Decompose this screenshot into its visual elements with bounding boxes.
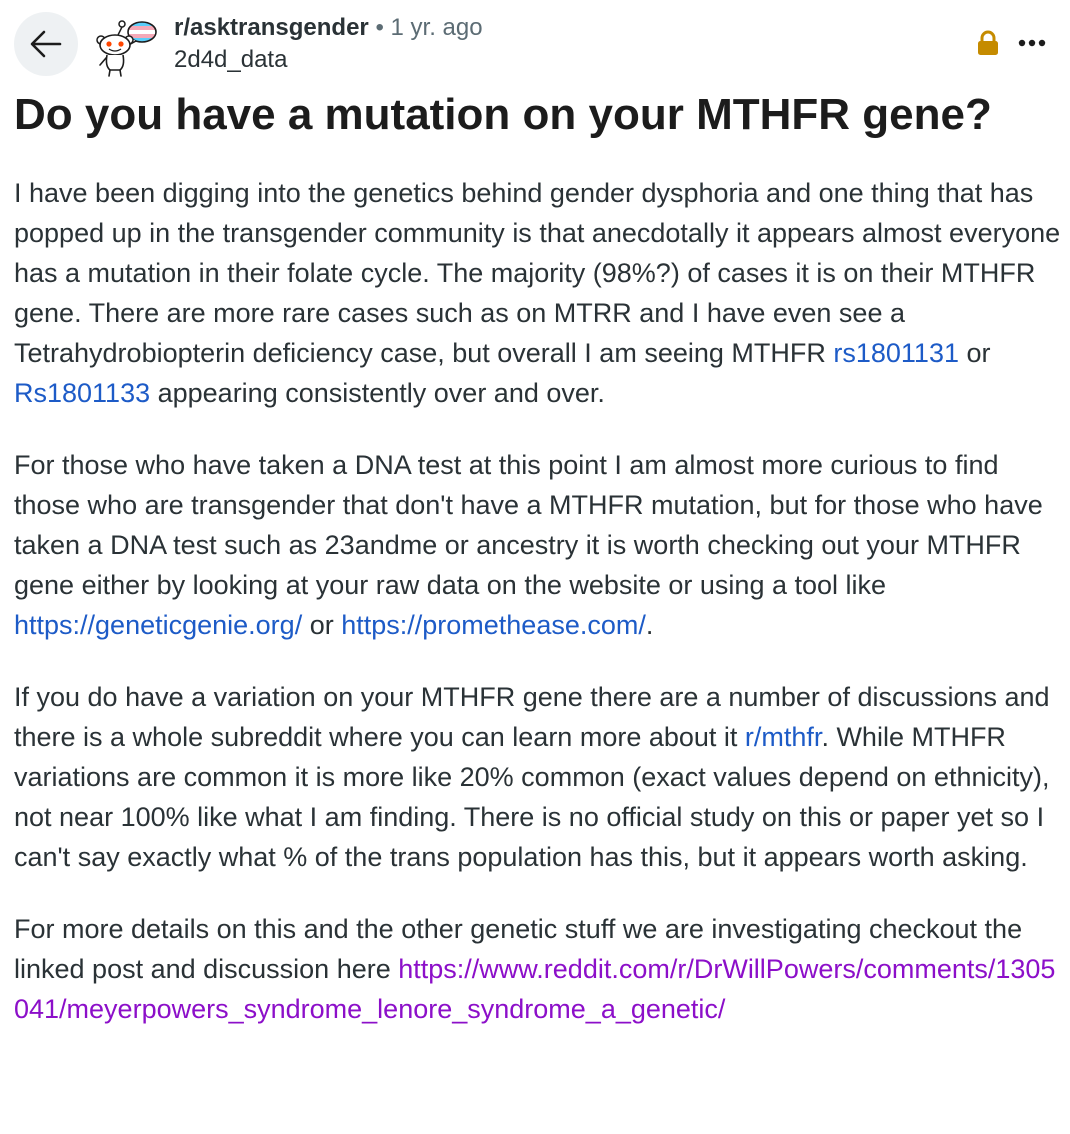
subreddit-avatar-icon[interactable] (92, 18, 158, 78)
paragraph-text: or (302, 610, 342, 640)
paragraph-text: or (958, 338, 991, 368)
snp-link-rs1801133[interactable]: Rs1801133 (14, 378, 151, 408)
paragraph-text: I have been digging into the genetics behind gender dysphoria and one thing that has popped up in the transgender community is that anecdotally it appears almost everyone has a mutation in their folate cycle. The majority (98%?) of cases it is on their MTHFR gene. There are more rare cases such as on MTRR and I have even see a Tetrahydrobiopterin deficiency case, but overall I am seeing MTHFR (14, 178, 1061, 368)
arrow-left-icon (29, 29, 63, 59)
post-paragraph-2 (14, 445, 1062, 645)
subreddit-link-mthfr[interactable]: r/mthfr (744, 722, 822, 752)
post-author[interactable]: 2d4d_data (174, 46, 288, 73)
promethease-link[interactable]: https://promethease.com/ (341, 610, 646, 640)
subreddit-name[interactable]: r/asktransgender (174, 14, 369, 41)
post-title: Do you have a mutation on your MTHFR gene? (14, 90, 992, 139)
post-age: 1 yr. ago (390, 14, 483, 41)
post-paragraph-4 (14, 909, 1062, 1029)
reddit-post-link[interactable]: https://www.reddit.com/r/DrWillPowers/comments/1305041/meyerpowers_syndrome_lenore_syndrome_a_genetic/ (14, 954, 1056, 1024)
paragraph-text: For those who have taken a DNA test at this point I am almost more curious to find those who are transgender that don't have a MTHFR mutation, but for those who have taken a DNA test such as 23andme or ancestry it is worth checking out your MTHFR gene either by looking at your raw data on the website or using a tool like (14, 450, 1043, 600)
post-paragraph-3 (14, 677, 1062, 877)
subreddit-line (174, 14, 483, 42)
post-paragraph-1 (14, 173, 1062, 413)
meta-separator: • (375, 14, 384, 41)
back-button[interactable] (14, 12, 78, 76)
post-body (14, 173, 1062, 1061)
paragraph-text: . While MTHFR variations are common it is more like 20% common (exact values depend on ethnicity), not near 100% like what I am finding. There is no official study on this or paper yet so I can't say exactly what % of the trans population has this, but it appears worth asking. (14, 722, 1050, 872)
paragraph-text: If you do have a variation on your MTHFR gene there are a number of discussions and there is a whole subreddit where you can learn more about it (14, 682, 1050, 752)
more-options-icon[interactable] (1018, 38, 1046, 48)
paragraph-text: For more details on this and the other genetic stuff we are investigating checkout the linked post and discussion here (14, 914, 1023, 984)
post-header (0, 0, 1070, 90)
snp-link-rs1801131[interactable]: rs1801131 (833, 338, 959, 368)
paragraph-text: appearing consistently over and over. (150, 378, 605, 408)
paragraph-text: . (645, 610, 654, 640)
lock-icon (977, 30, 999, 56)
geneticgenie-link[interactable]: https://geneticgenie.org/ (14, 610, 303, 640)
